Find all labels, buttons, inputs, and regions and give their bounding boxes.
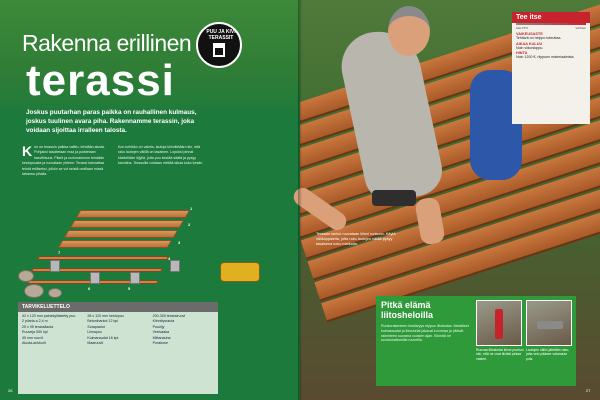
worker-head xyxy=(388,6,430,56)
concrete-pier xyxy=(130,272,140,284)
page-number-left: 26 xyxy=(8,388,13,393)
title-line-2: terassi xyxy=(26,56,175,105)
parts-item: Ruuveja 500 kpl xyxy=(22,330,48,335)
cordless-drill xyxy=(220,262,260,282)
diagram-number: 1 xyxy=(190,206,193,211)
bracket-caption-2: Lautojen väliin jätetään rako, jotta vesi pääsee valumaan pois. xyxy=(526,348,570,361)
badge-label: PUU JA KIVI TERASSIT xyxy=(206,29,236,41)
body-text-1: un on terassin paikka valittu, tehdään alusta. Pohjaksi tasoitetaan maa ja poistetaan kasvillisuus. Pilarit ja runkorakenne tehdään kestopuusta ja ruuvataan yhteen. Terassi kannattaa tehdä erilliseksi, jolloin se voi seistä omillaan missä tahansa pihalla. xyxy=(22,145,106,177)
title-line-1: Rakenna erillinen xyxy=(22,30,192,56)
deck-plank xyxy=(58,240,173,248)
diagram-number: 7 xyxy=(58,250,61,255)
body-column-2: Kun kehikko on valmis, lautoja kiinnitetään niin, että rako lautojen välillä on tasainen. Lopuksi pinnat käsitellään öljyllä, jotta puu kestää säätä ja pysyy kauniina. Terassilla voidaan viettää aikaa koko kesän. xyxy=(118,145,204,166)
parts-item: Liimapuu xyxy=(87,330,102,335)
spacer-tool-icon xyxy=(537,321,563,329)
garden-stone xyxy=(24,284,44,298)
parts-item: 2 pilaria a 2,4 m xyxy=(22,319,48,324)
fittings-box-title: Pitkä elämä liitosheloilla xyxy=(381,300,434,320)
parts-column-2 xyxy=(87,314,148,346)
body-column-1 xyxy=(22,145,110,177)
parts-item: 28 x 120 mm kestopuu xyxy=(87,314,124,318)
diy-info-box xyxy=(512,12,590,124)
parts-item: Vesivaaka xyxy=(152,330,170,335)
parts-item: Betoniharkot 12 kpl xyxy=(87,319,119,324)
power-drill xyxy=(372,190,416,206)
difficulty-label: VAIKEUSASTE xyxy=(516,32,543,36)
photo-caption: Terassin lankut ruuvataan kiinni runkoon. Käytä välikappaleita, jotta rako lautojen välillä pysyy tasaisena koko matkalta. xyxy=(316,232,396,246)
parts-list-box xyxy=(18,302,218,394)
diagram-number: 3 xyxy=(178,240,181,245)
metal-bracket-icon xyxy=(495,309,503,339)
fittings-box xyxy=(376,296,576,386)
concrete-pier xyxy=(50,260,60,272)
bracket-photo-2 xyxy=(526,300,572,346)
diy-info-title: Tee itse xyxy=(512,12,590,23)
parts-item: Maaruuvit xyxy=(87,341,104,346)
scale-label-easy: HELPPO xyxy=(516,26,529,30)
diagram-number: 5 xyxy=(128,286,131,291)
bracket-photo-1 xyxy=(476,300,522,346)
concrete-pier xyxy=(170,260,180,272)
parts-item: Mittanauha xyxy=(152,335,171,340)
parts-item: 25 x 95 terassilauta xyxy=(22,324,54,329)
deck-plank xyxy=(70,220,185,228)
cost-text: Noin 1200 €, riippuen materiaaleista. xyxy=(516,55,575,60)
concrete-pier xyxy=(90,272,100,284)
bracket-caption-1: Ruuvaa liitoshelat kiinni puuhun niin, että ne ovat tiiviisti pintaa vasten. xyxy=(476,348,524,361)
time-text: Noin viikonloppu. xyxy=(516,45,544,50)
parts-item: 200-300 terassiruuvi xyxy=(152,314,186,318)
diagram-number: 6 xyxy=(88,286,91,291)
parts-item: 42 x 120 mm painekyllästetty puu xyxy=(22,314,76,318)
scale-label-hard: VAIKEA xyxy=(575,26,586,30)
lead-paragraph: Joskus puutarhan paras paikka on rauhallinen kulmaus, joskus tuulinen avara piha. Rakennamme terassin, joka voidaan sijoittaa irralleen talosta. xyxy=(26,109,197,134)
parts-list-title: TARVIKELUETTELO xyxy=(18,302,218,312)
parts-item: 45 mm ruuvit xyxy=(22,335,43,340)
house-icon xyxy=(213,43,225,57)
spread-gutter xyxy=(298,0,302,400)
cost-label: HINTA xyxy=(516,51,528,56)
dropcap: K xyxy=(22,143,33,159)
deck-plank xyxy=(76,210,191,218)
difficulty-text: Tehtävä on helppo toteuttaa. xyxy=(516,36,562,40)
parts-column-3 xyxy=(153,314,214,346)
category-badge xyxy=(196,22,242,68)
deck-plank xyxy=(64,230,179,238)
diagram-number: 2 xyxy=(188,222,191,227)
deck-diagram xyxy=(28,200,203,300)
parts-item: Alusta-ankkurit xyxy=(22,341,46,346)
garden-stone xyxy=(18,270,34,282)
page-number-right: 27 xyxy=(586,388,591,393)
time-label: AIKAA KULUU xyxy=(516,41,543,46)
parts-item: Puuöljy xyxy=(152,324,165,329)
fittings-box-text: Runkorakenteen kestävyys riippuu liitoksista. Metalliset kulmaraudat ja liitoshelat jakavat kuormaa ja pitävät rakenteen suorana vuosien ajan. Kiinnitä ne ruostumattomilla ruuveilla. xyxy=(381,324,469,343)
parts-column-1 xyxy=(22,314,83,346)
parts-item: Kulmaraudat 16 kpl xyxy=(87,335,119,340)
parts-item: Kiinnitysrauta xyxy=(152,319,175,324)
parts-item: Sorapaalut xyxy=(87,324,105,329)
diagram-number: 4 xyxy=(168,256,171,261)
garden-stone xyxy=(48,288,62,298)
parts-item: Porakone xyxy=(152,341,169,346)
